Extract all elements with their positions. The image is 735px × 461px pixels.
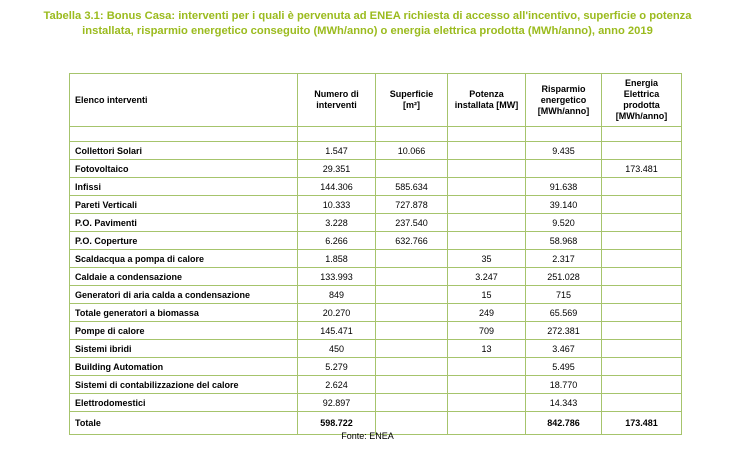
cell-potenza	[448, 232, 526, 250]
cell-name: Scaldacqua a pompa di calore	[70, 250, 298, 268]
cell-energia: 173.481	[602, 412, 682, 435]
cell-risparmio: 65.569	[526, 304, 602, 322]
cell-name: Totale	[70, 412, 298, 435]
cell-potenza	[448, 178, 526, 196]
cell-name: Pareti Verticali	[70, 196, 298, 214]
spacer-row	[70, 127, 682, 142]
cell-name: Totale generatori a biomassa	[70, 304, 298, 322]
cell-superficie	[376, 286, 448, 304]
table-row	[70, 196, 682, 214]
cell-name: Caldaie a condensazione	[70, 268, 298, 286]
table-row	[70, 160, 682, 178]
cell-potenza	[448, 394, 526, 412]
cell-energia	[602, 376, 682, 394]
cell-numero: 20.270	[298, 304, 376, 322]
table-row	[70, 232, 682, 250]
table-caption: Tabella 3.1: Bonus Casa: interventi per i quali è pervenuta ad ENEA richiesta di accesso all'incentivo, superficie o potenza installata, risparmio energetico conseguito (MWh/anno) o energia elettrica prodotta (MWh/anno), anno 2019	[43, 10, 692, 37]
table-row	[70, 142, 682, 160]
cell-energia	[602, 142, 682, 160]
cell-name: Pompe di calore	[70, 322, 298, 340]
cell-potenza: 249	[448, 304, 526, 322]
cell-superficie	[376, 250, 448, 268]
cell-energia	[602, 232, 682, 250]
cell-numero: 145.471	[298, 322, 376, 340]
bonus-casa-table	[69, 73, 682, 435]
cell-risparmio: 251.028	[526, 268, 602, 286]
header-energia-elettrica: Energia Elettrica prodotta [MWh/anno]	[602, 74, 682, 127]
cell-numero: 2.624	[298, 376, 376, 394]
cell-superficie: 727.878	[376, 196, 448, 214]
table-row	[70, 304, 682, 322]
table-row	[70, 286, 682, 304]
table-row	[70, 268, 682, 286]
cell-potenza	[448, 376, 526, 394]
header-potenza-installata: Potenza installata [MW]	[448, 74, 526, 127]
cell-superficie: 632.766	[376, 232, 448, 250]
cell-potenza	[448, 142, 526, 160]
cell-name: Sistemi ibridi	[70, 340, 298, 358]
table-row	[70, 376, 682, 394]
cell-energia	[602, 250, 682, 268]
cell-risparmio: 9.520	[526, 214, 602, 232]
header-numero-interventi: Numero di interventi	[298, 74, 376, 127]
cell-risparmio: 14.343	[526, 394, 602, 412]
cell-name: Sistemi di contabilizzazione del calore	[70, 376, 298, 394]
cell-energia	[602, 286, 682, 304]
cell-potenza	[448, 358, 526, 376]
cell-risparmio: 842.786	[526, 412, 602, 435]
cell-numero: 133.993	[298, 268, 376, 286]
cell-superficie	[376, 268, 448, 286]
cell-energia	[602, 196, 682, 214]
cell-risparmio: 18.770	[526, 376, 602, 394]
table-row	[70, 214, 682, 232]
cell-potenza: 709	[448, 322, 526, 340]
table-row	[70, 394, 682, 412]
cell-name: P.O. Pavimenti	[70, 214, 298, 232]
cell-numero: 1.858	[298, 250, 376, 268]
cell-superficie	[376, 340, 448, 358]
cell-numero: 92.897	[298, 394, 376, 412]
table-row	[70, 178, 682, 196]
table-row	[70, 250, 682, 268]
cell-energia	[602, 304, 682, 322]
cell-energia	[602, 214, 682, 232]
cell-superficie	[376, 358, 448, 376]
header-superficie: Superficie [m²]	[376, 74, 448, 127]
cell-potenza	[448, 160, 526, 178]
header-risparmio-energetico: Risparmio energetico [MWh/anno]	[526, 74, 602, 127]
cell-numero: 849	[298, 286, 376, 304]
cell-numero: 6.266	[298, 232, 376, 250]
cell-numero: 3.228	[298, 214, 376, 232]
cell-risparmio: 272.381	[526, 322, 602, 340]
cell-numero: 5.279	[298, 358, 376, 376]
cell-potenza: 35	[448, 250, 526, 268]
cell-energia	[602, 394, 682, 412]
cell-potenza: 15	[448, 286, 526, 304]
cell-energia: 173.481	[602, 160, 682, 178]
cell-energia	[602, 268, 682, 286]
cell-risparmio: 39.140	[526, 196, 602, 214]
cell-risparmio: 91.638	[526, 178, 602, 196]
cell-potenza: 13	[448, 340, 526, 358]
cell-risparmio: 5.495	[526, 358, 602, 376]
cell-superficie	[376, 394, 448, 412]
cell-name: Fotovoltaico	[70, 160, 298, 178]
cell-superficie	[376, 322, 448, 340]
cell-energia	[602, 340, 682, 358]
cell-energia	[602, 178, 682, 196]
cell-superficie	[376, 304, 448, 322]
cell-numero: 1.547	[298, 142, 376, 160]
cell-numero: 598.722	[298, 412, 376, 435]
cell-name: Building Automation	[70, 358, 298, 376]
table-row	[70, 340, 682, 358]
cell-risparmio: 2.317	[526, 250, 602, 268]
cell-numero: 29.351	[298, 160, 376, 178]
cell-name: Elettrodomestici	[70, 394, 298, 412]
cell-risparmio	[526, 160, 602, 178]
header-row	[70, 74, 682, 127]
cell-superficie: 237.540	[376, 214, 448, 232]
cell-superficie	[376, 160, 448, 178]
header-elenco-interventi: Elenco interventi	[70, 74, 298, 127]
cell-name: Collettori Solari	[70, 142, 298, 160]
cell-potenza	[448, 214, 526, 232]
cell-name: Generatori di aria calda a condensazione	[70, 286, 298, 304]
cell-risparmio: 58.968	[526, 232, 602, 250]
table-row	[70, 358, 682, 376]
source-note: Fonte: ENEA	[341, 431, 394, 441]
cell-numero: 10.333	[298, 196, 376, 214]
cell-energia	[602, 358, 682, 376]
cell-name: P.O. Coperture	[70, 232, 298, 250]
cell-risparmio: 715	[526, 286, 602, 304]
cell-risparmio: 9.435	[526, 142, 602, 160]
cell-superficie: 10.066	[376, 142, 448, 160]
cell-superficie	[376, 376, 448, 394]
cell-name: Infissi	[70, 178, 298, 196]
cell-superficie: 585.634	[376, 178, 448, 196]
cell-numero: 144.306	[298, 178, 376, 196]
cell-risparmio: 3.467	[526, 340, 602, 358]
table-row	[70, 322, 682, 340]
cell-potenza	[448, 196, 526, 214]
cell-potenza: 3.247	[448, 268, 526, 286]
cell-numero: 450	[298, 340, 376, 358]
cell-energia	[602, 322, 682, 340]
